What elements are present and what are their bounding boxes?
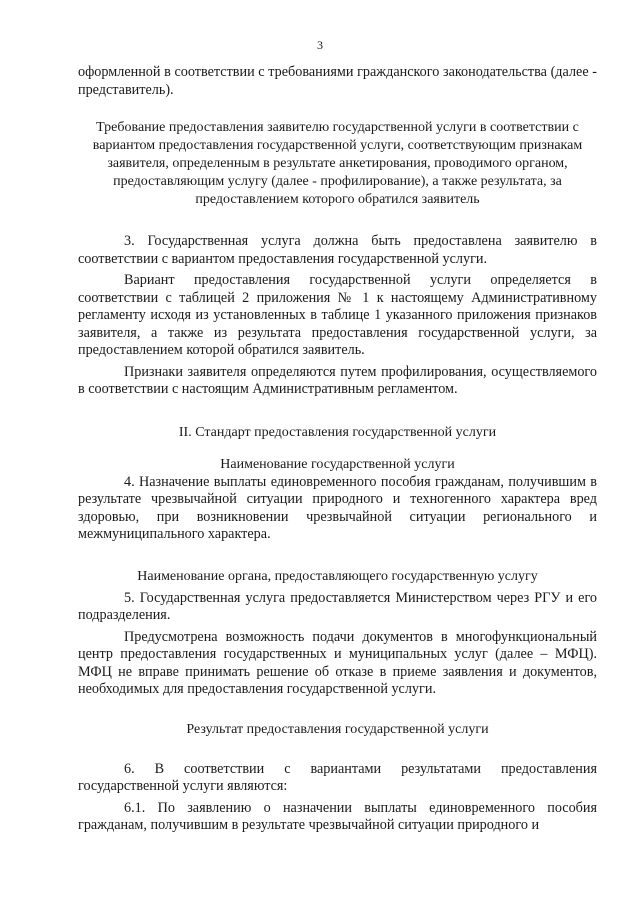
page-content (78, 64, 597, 835)
section-title: II. Стандарт предоставления государственной услуги (178, 424, 497, 440)
paragraph-6-1: 6.1. По заявлению о назначении выплаты единовременного пособия гражданам, получившим в результате чрезвычайной ситуации природного и (78, 799, 597, 833)
paragraph-signs: Признаки заявителя определяются путем профилирования, осуществляемого в соответствии с настоящим Административным регламентом. (78, 363, 597, 397)
page-number: 3 (317, 38, 323, 52)
paragraph-6: 6. В соответствии с вариантами результатами предоставления государственной услуги являются: (78, 760, 597, 794)
paragraph-5: 5. Государственная услуга предоставляется Министерством через РГУ и его подразделения. (78, 589, 597, 623)
heading-service-name: Наименование государственной услуги (220, 456, 455, 472)
paragraph-4: 4. Назначение выплаты единовременного пособия гражданам, получившим в результате чрезвычайной ситуации природного и техногенного характера вред здоровью, при возникновении чрезвычайной ситуации регионального и межмуниципального характера. (78, 473, 597, 542)
heading-result: Результат предоставления государственной услуги (186, 721, 489, 737)
heading-organ: Наименование органа, предоставляющего государственную услугу (137, 568, 538, 584)
paragraph-variant: Вариант предоставления государственной услуги определяется в соответствии с таблицей 2 приложения № 1 к настоящему Административному регламенту исходя из установленных в таблице 1 указанного приложения признаков заявителя, а также из результата предоставления государственной услуги, за предоставлением которой обратился заявитель. (78, 272, 597, 358)
heading-profiling: Требование предоставления заявителю государственной услуги в соответствии с вариантом предоставления государственной услуги, соответствующим признакам заявителя, определенным в результате анкетирования, проводимого органом, предоставляющим услугу (далее - профилирование), а также результата, за предоставлением которого обратился заявитель (92, 120, 583, 207)
paragraph-mfc: Предусмотрена возможность подачи документов в многофункциональный центр предоставления государственных и муниципальных услуг (далее – МФЦ). МФЦ не вправе принимать решение об отказе в приеме заявления и документов, необходимых для предоставления государственной услуги. (78, 628, 597, 697)
paragraph-3: 3. Государственная услуга должна быть предоставлена заявителю в соответствии с вариантом предоставления государственной услуги. (78, 233, 597, 267)
lead-paragraph: оформленной в соответствии с требованиями гражданского законодательства (далее - представитель). (78, 64, 597, 98)
